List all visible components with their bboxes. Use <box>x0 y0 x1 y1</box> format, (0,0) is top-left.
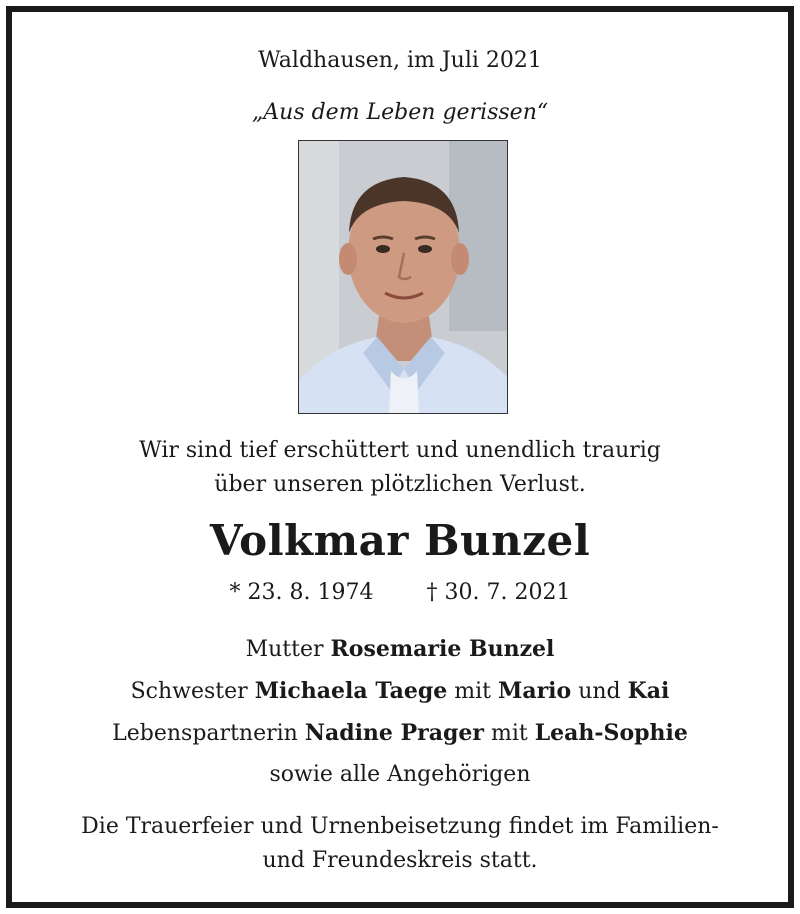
mourner-others: sowie alle Angehörigen <box>269 762 531 787</box>
place-date: Waldhausen, im Juli 2021 <box>258 48 542 73</box>
sister-label: Schwester <box>130 679 248 704</box>
mourner-mother <box>12 636 788 662</box>
partner-label: Lebenspartnerin <box>112 721 298 746</box>
intro-line-2: über unseren plötzlichen Verlust. <box>214 472 586 497</box>
death-date: † 30. 7. 2021 <box>426 580 571 605</box>
deceased-name: Volkmar Bunzel <box>209 516 591 565</box>
partner-child: Leah-Sophie <box>534 720 688 746</box>
portrait-photo <box>298 140 508 414</box>
sister-companion-2: Kai <box>627 678 670 704</box>
sister-companion-1: Mario <box>497 678 572 704</box>
mourner-sister <box>12 678 788 704</box>
sister-name: Michaela Taege <box>254 678 448 704</box>
intro-line-1: Wir sind tief erschüttert und unendlich traurig <box>139 438 661 463</box>
mourner-partner <box>12 720 788 746</box>
sister-with: mit <box>454 679 491 704</box>
birth-date: * 23. 8. 1974 <box>229 580 374 605</box>
partner-name: Nadine Prager <box>304 720 484 746</box>
sister-and: und <box>578 679 621 704</box>
notice-line-1: Die Trauerfeier und Urnenbeisetzung findet im Familien- <box>81 814 719 839</box>
mother-label: Mutter <box>245 637 324 662</box>
obituary-frame <box>6 6 794 908</box>
motto: „Aus dem Leben gerissen“ <box>251 100 549 125</box>
partner-with: mit <box>490 721 528 746</box>
life-dates <box>12 580 788 605</box>
mother-name: Rosemarie Bunzel <box>330 636 555 662</box>
notice-line-2: und Freundeskreis statt. <box>262 848 538 873</box>
